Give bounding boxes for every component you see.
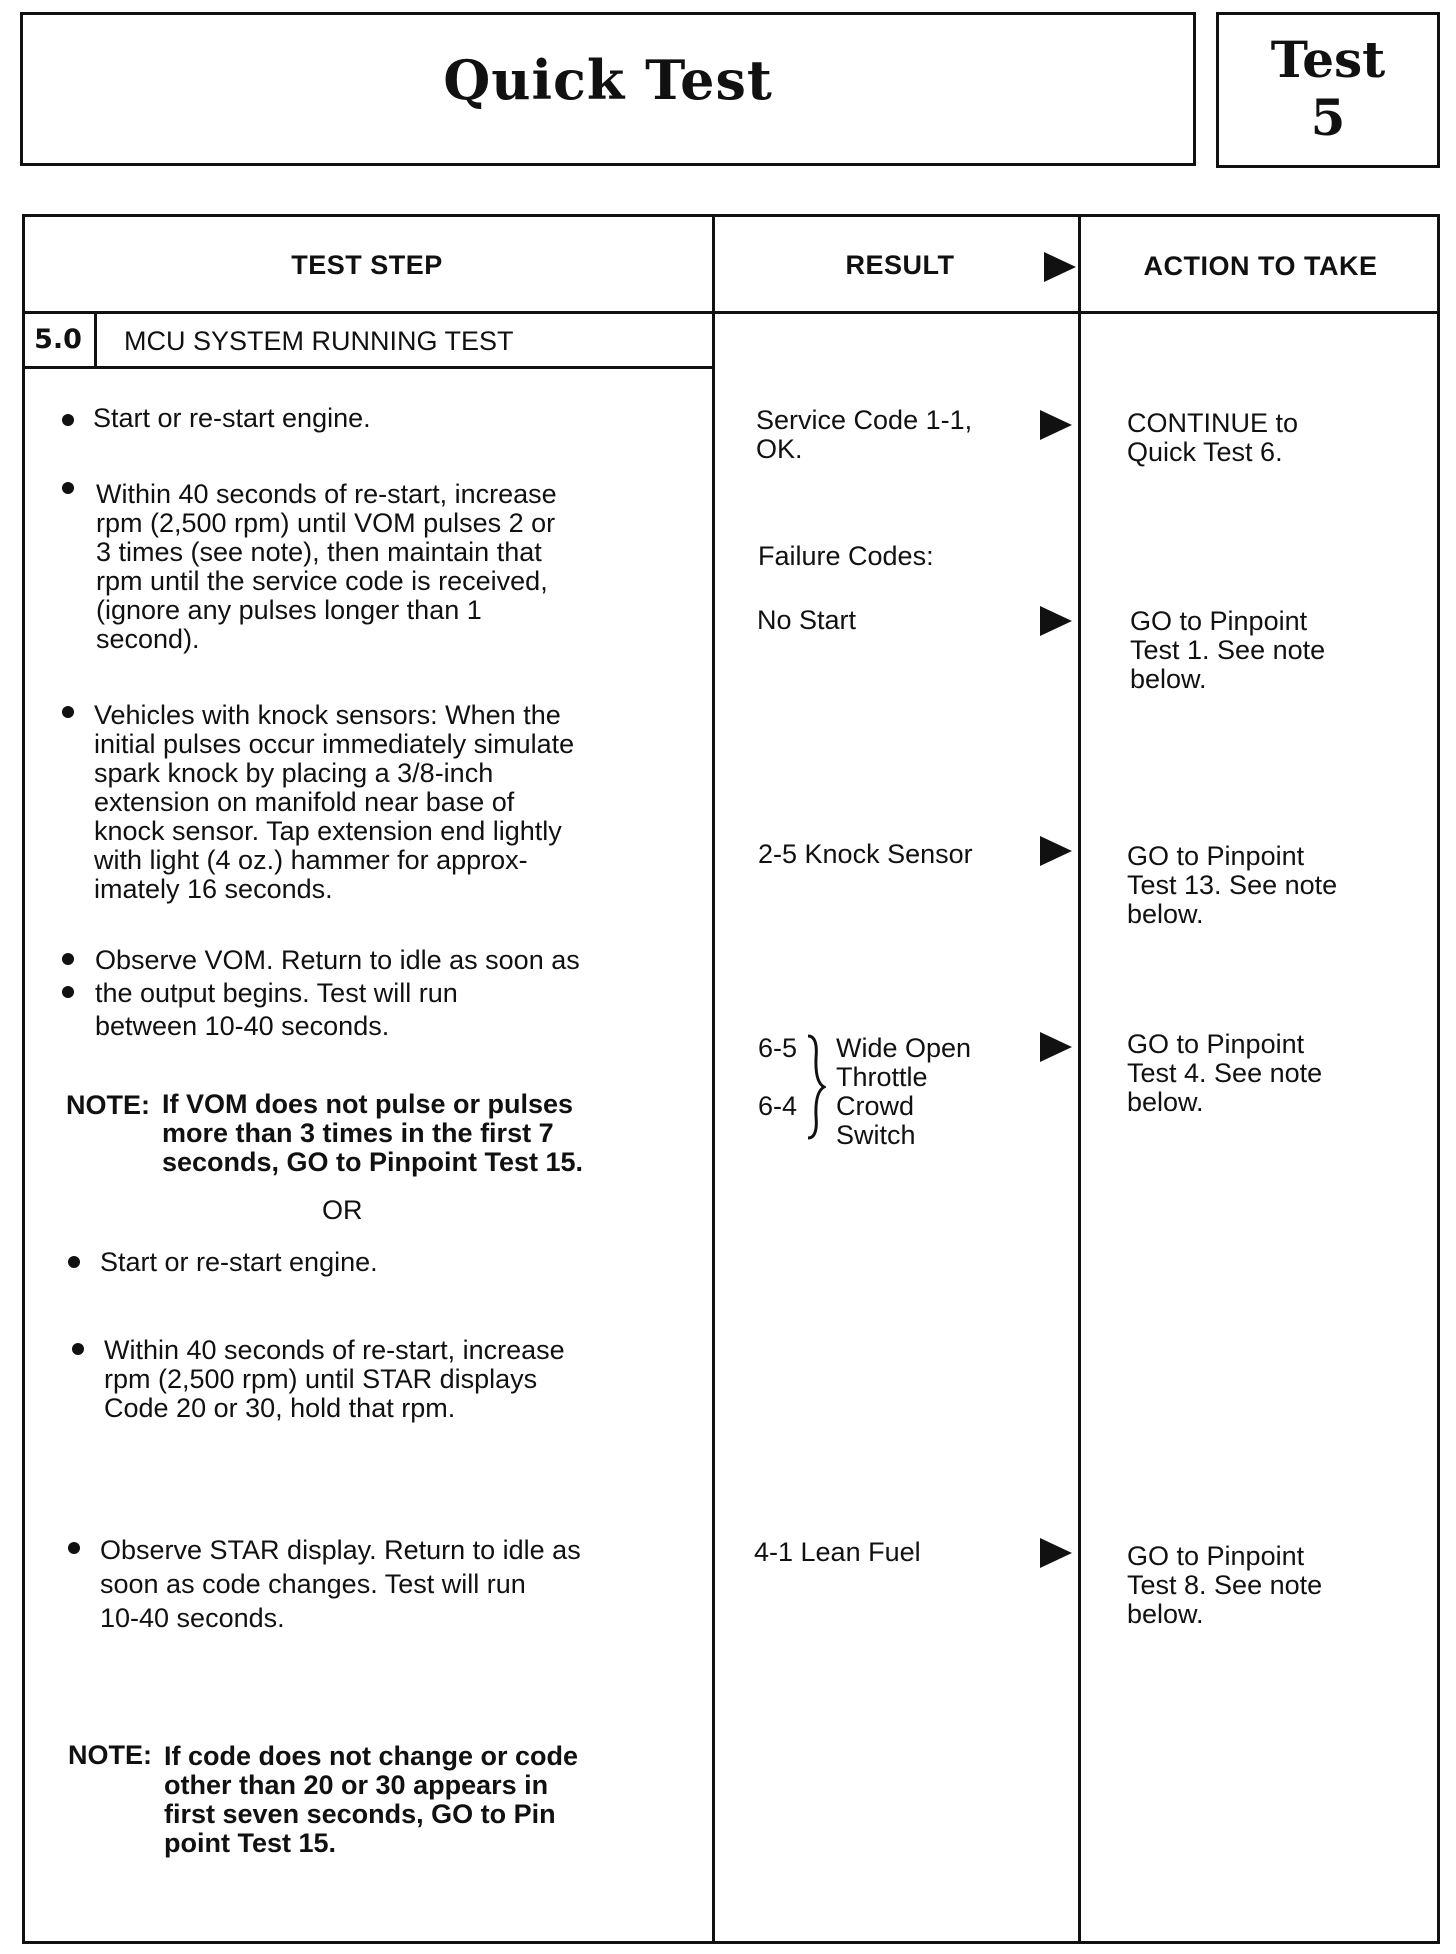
action-pinpoint-1: GO to Pinpoint Test 1. See note below.	[1130, 606, 1326, 694]
header-divider	[22, 311, 1440, 314]
note-2: If code does not change or code other than 20 or 30 appears in first seven seconds, GO to Pin point Test 15.	[164, 1741, 579, 1858]
failure-codes-header: Failure Codes:	[758, 541, 934, 571]
action-continue: CONTINUE to Quick Test 6.	[1127, 408, 1299, 467]
arrow-icon	[1040, 410, 1072, 440]
step-instruction-5: Start or re-start engine.	[100, 1247, 378, 1277]
arrow-icon	[1040, 606, 1072, 636]
result-lean-fuel: 4-1 Lean Fuel	[754, 1537, 921, 1567]
bullet-icon	[62, 986, 74, 998]
bullet-icon	[62, 482, 74, 494]
test-label: Test	[1270, 30, 1386, 89]
step-number: 5.0	[34, 324, 82, 355]
step-instruction-7: Observe STAR display. Return to idle as soon as code changes. Test will run 10-40 seconds.	[100, 1535, 581, 1633]
step-instruction-1: Start or re-start engine.	[93, 403, 371, 433]
bullet-icon	[68, 1542, 80, 1554]
result-no-start: No Start	[757, 605, 857, 635]
result-wot-codes: 6-5 6-4	[758, 1033, 798, 1121]
note-label: NOTE:	[68, 1740, 152, 1770]
step-number-divider	[94, 311, 97, 369]
step-instruction-6: Within 40 seconds of re-start, increase rpm (2,500 rpm) until STAR displays Code 20 or 30, hold that rpm.	[104, 1335, 565, 1423]
action-pinpoint-4: GO to Pinpoint Test 4. See note below.	[1127, 1029, 1323, 1117]
column-header-result: RESULT	[845, 250, 955, 280]
arrow-icon	[1040, 1538, 1072, 1568]
step-instruction-4: Observe VOM. Return to idle as soon as the output begins. Test will run between 10-40 seconds.	[95, 945, 580, 1041]
arrow-icon	[1044, 252, 1076, 282]
or-separator: OR	[322, 1195, 363, 1225]
page-title: Quick Test	[443, 48, 773, 112]
bullet-icon	[68, 1256, 80, 1268]
note-label: NOTE:	[66, 1090, 150, 1120]
bullet-icon	[62, 414, 74, 426]
step-row-divider	[22, 366, 712, 369]
brace-icon	[804, 1032, 826, 1147]
step-title: MCU SYSTEM RUNNING TEST	[124, 326, 514, 356]
bullet-icon	[72, 1343, 84, 1355]
column-header-action: ACTION TO TAKE	[1143, 251, 1378, 281]
result-knock-sensor: 2-5 Knock Sensor	[758, 839, 973, 869]
result-service-code-ok: Service Code 1-1, OK.	[756, 405, 973, 464]
step-instruction-3: Vehicles with knock sensors: When the initial pulses occur immediately simulate spark knock by placing a 3/8-inch extension on manifold near base of knock sensor. Tap extension end lightly with light (4 oz.) hammer for approx- imately 16 seconds.	[94, 700, 575, 904]
step-instruction-2: Within 40 seconds of re-start, increase rpm (2,500 rpm) until VOM pulses 2 or 3 times (see note), then maintain that rpm until the service code is received, (ignore any pulses longer than 1 second).	[96, 479, 557, 654]
test-number: 5	[1310, 88, 1346, 147]
arrow-icon	[1040, 836, 1072, 866]
action-pinpoint-8: GO to Pinpoint Test 8. See note below.	[1127, 1541, 1323, 1629]
action-pinpoint-13: GO to Pinpoint Test 13. See note below.	[1127, 841, 1338, 929]
note-1: If VOM does not pulse or pulses more than 3 times in the first 7 seconds, GO to Pinpoint Test 15.	[162, 1089, 584, 1177]
column-divider-2	[1078, 214, 1081, 1944]
result-wot-switch: Wide Open Throttle Crowd Switch	[836, 1033, 972, 1150]
bullet-icon	[62, 953, 74, 965]
column-header-test-step: TEST STEP	[291, 250, 443, 280]
column-divider-1	[712, 214, 715, 1944]
bullet-icon	[62, 706, 74, 718]
arrow-icon	[1040, 1032, 1072, 1062]
